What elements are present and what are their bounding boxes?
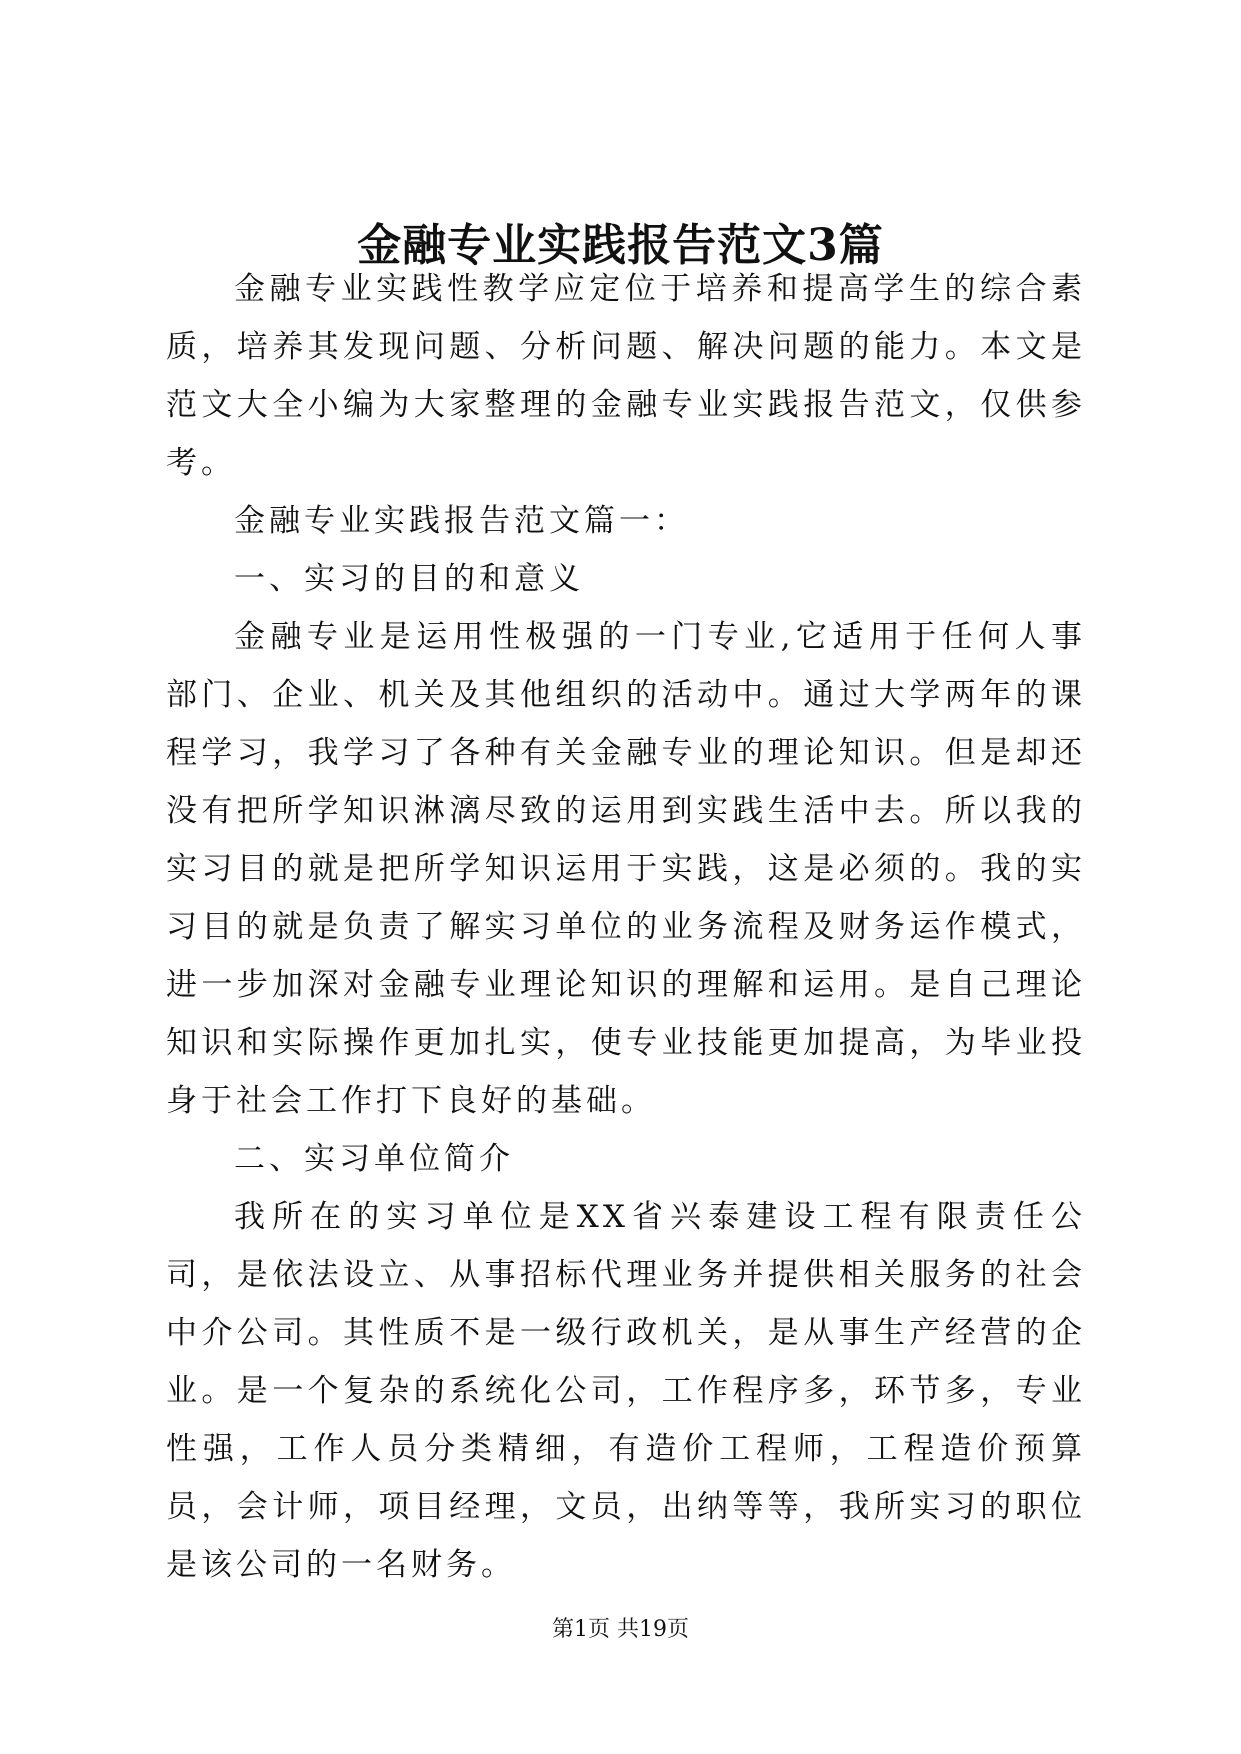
section-heading-purpose: 一、实习的目的和意义 — [234, 561, 584, 597]
intro-paragraph: 金融专业实践性教学应定位于培养和提高学生的综合素质，培养其发现问题、分析问题、解决问题的能力。本文是范文大全小编为大家整理的金融专业实践报告范文，仅供参考。 — [166, 271, 1086, 481]
company-paragraph: 我所在的实习单位是XX省兴泰建设工程有限责任公司，是依法设立、从事招标代理业务并提供相关服务的社会中介公司。其性质不是一级行政机关，是从事生产经营的企业。是一个复杂的系统化公司，工作程序多，环节多，专业性强，工作人员分类精细，有造价工程师，工程造价预算员，会计师，项目经理，文员，出纳等等，我所实习的职位是该公司的一名财务。 — [166, 1199, 1086, 1583]
purpose-paragraph: 金融专业是运用性极强的一门专业,它适用于任何人事部门、企业、机关及其他组织的活动中。通过大学两年的课程学习，我学习了各种有关金融专业的理论知识。但是却还没有把所学知识淋漓尽致的运用到实践生活中去。所以我的实习目的就是把所学知识运用于实践，这是必须的。我的实习目的就是负责了解实习单位的业务流程及财务运作模式，进一步加深对金融专业理论知识的理解和运用。是自己理论知识和实际操作更加扎实，使专业技能更加提高，为毕业投身于社会工作打下良好的基础。 — [166, 619, 1086, 1119]
section-heading-part-one: 金融专业实践报告范文篇一： — [234, 503, 689, 539]
document-body — [166, 260, 1086, 1594]
page-footer: 第1页 共19页 — [552, 1617, 689, 1642]
section-heading-company: 二、实习单位简介 — [234, 1141, 514, 1177]
document-title: 金融专业实践报告范文3篇 — [357, 220, 884, 271]
